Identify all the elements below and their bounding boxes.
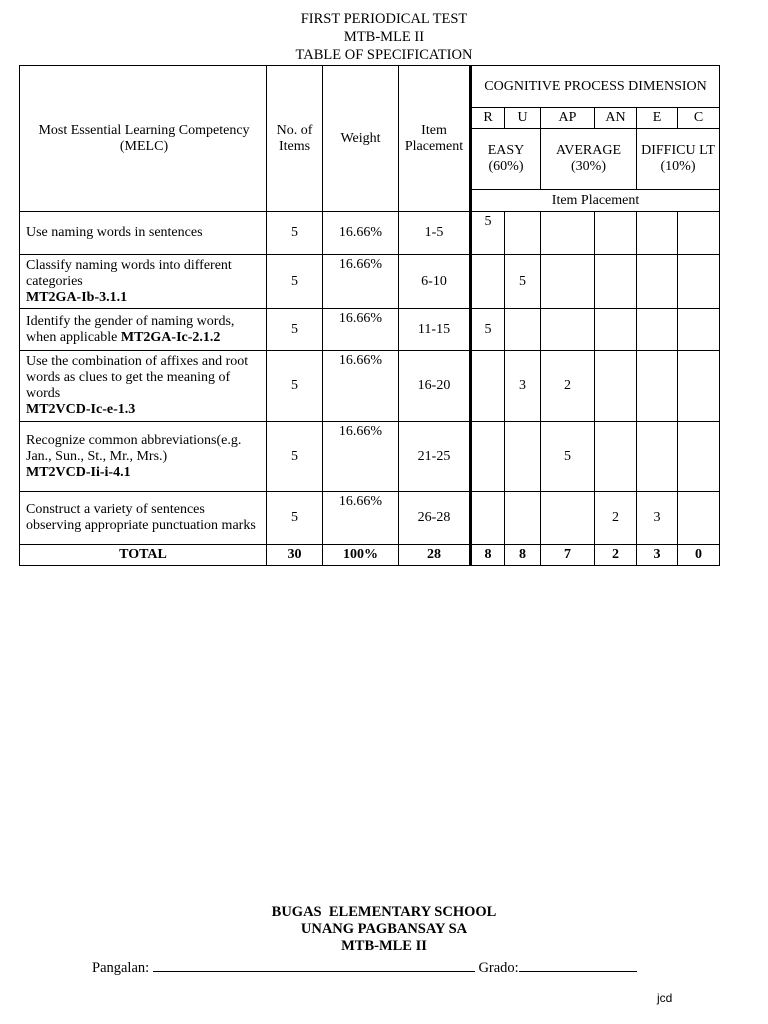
c-cell bbox=[678, 212, 720, 255]
e-cell bbox=[637, 309, 678, 351]
total-row bbox=[20, 545, 720, 566]
an-cell bbox=[595, 309, 637, 351]
total-label: TOTAL bbox=[20, 545, 267, 566]
weight-cell: 16.66% bbox=[323, 309, 399, 351]
header-c: C bbox=[678, 108, 720, 129]
ap-cell bbox=[541, 309, 595, 351]
competency-code: MT2VCD-Ii-i-4.1 bbox=[26, 464, 131, 480]
items-cell: 5 bbox=[267, 309, 323, 351]
weight-cell: 16.66% bbox=[323, 422, 399, 492]
header-item-placement-sub: Item Placement bbox=[471, 190, 720, 212]
e-cell bbox=[637, 422, 678, 492]
table-row bbox=[20, 212, 720, 255]
u-cell bbox=[505, 492, 541, 545]
name-grade-line bbox=[92, 957, 637, 977]
grade-label: Grado: bbox=[478, 960, 519, 976]
table-row bbox=[20, 309, 720, 351]
placement-cell: 16-20 bbox=[399, 351, 471, 422]
placement-cell: 21-25 bbox=[399, 422, 471, 492]
quiz-header bbox=[0, 904, 768, 955]
total-e: 3 bbox=[637, 545, 678, 566]
r-cell: 5 bbox=[471, 309, 505, 351]
c-cell bbox=[678, 492, 720, 545]
subject-title: MTB-MLE II bbox=[343, 29, 425, 45]
ap-cell bbox=[541, 212, 595, 255]
melc-cell: Use the combination of affixes and root words as clues to get the meaning of words MT2VCD-Ic-e-1.3 bbox=[20, 351, 267, 422]
author-initials: jcd bbox=[657, 991, 673, 1005]
header-an: AN bbox=[595, 108, 637, 129]
melc-cell: Recognize common abbreviations(e.g. Jan., Sun., St., Mr., Mrs.) MT2VCD-Ii-i-4.1 bbox=[20, 422, 267, 492]
items-cell: 5 bbox=[267, 255, 323, 309]
total-an: 2 bbox=[595, 545, 637, 566]
e-cell: 3 bbox=[637, 492, 678, 545]
ap-cell bbox=[541, 492, 595, 545]
u-cell bbox=[505, 212, 541, 255]
header-no-items: No. of Items bbox=[267, 66, 323, 212]
weight-cell: 16.66% bbox=[323, 212, 399, 255]
table-title: TABLE OF SPECIFICATION bbox=[295, 47, 473, 63]
placement-cell: 6-10 bbox=[399, 255, 471, 309]
melc-cell: Construct a variety of sentences observing appropriate punctuation marks bbox=[20, 492, 267, 545]
name-blank[interactable] bbox=[153, 957, 475, 972]
items-cell: 5 bbox=[267, 492, 323, 545]
placement-cell: 1-5 bbox=[399, 212, 471, 255]
an-cell bbox=[595, 212, 637, 255]
weight-cell: 16.66% bbox=[323, 492, 399, 545]
r-cell bbox=[471, 255, 505, 309]
header-cognitive-process: COGNITIVE PROCESS DIMENSION bbox=[471, 66, 720, 108]
header-average: AVERAGE (30%) bbox=[541, 129, 637, 190]
u-cell: 5 bbox=[505, 255, 541, 309]
r-cell bbox=[471, 422, 505, 492]
e-cell bbox=[637, 212, 678, 255]
ap-cell: 5 bbox=[541, 422, 595, 492]
header-u: U bbox=[505, 108, 541, 129]
melc-cell: Identify the gender of naming words, when applicable MT2GA-Ic-2.1.2 bbox=[20, 309, 267, 351]
melc-cell: Classify naming words into different categories MT2GA-Ib-3.1.1 bbox=[20, 255, 267, 309]
total-r: 8 bbox=[471, 545, 505, 566]
document-header bbox=[0, 10, 768, 64]
c-cell bbox=[678, 309, 720, 351]
header-melc: Most Essential Learning Competency (MELC) bbox=[20, 66, 267, 212]
items-cell: 5 bbox=[267, 351, 323, 422]
placement-cell: 11-15 bbox=[399, 309, 471, 351]
quiz-subject: MTB-MLE II bbox=[341, 938, 427, 954]
name-label: Pangalan: bbox=[92, 960, 150, 976]
r-cell bbox=[471, 492, 505, 545]
header-difficult: DIFFICU LT (10%) bbox=[637, 129, 720, 190]
total-placement: 28 bbox=[399, 545, 471, 566]
c-cell bbox=[678, 422, 720, 492]
c-cell bbox=[678, 351, 720, 422]
ap-cell: 2 bbox=[541, 351, 595, 422]
r-cell bbox=[471, 351, 505, 422]
an-cell bbox=[595, 255, 637, 309]
c-cell bbox=[678, 255, 720, 309]
an-cell bbox=[595, 422, 637, 492]
weight-cell: 16.66% bbox=[323, 255, 399, 309]
header-ap: AP bbox=[541, 108, 595, 129]
school-name: BUGAS ELEMENTARY SCHOOL bbox=[271, 904, 497, 920]
u-cell: 3 bbox=[505, 351, 541, 422]
weight-cell: 16.66% bbox=[323, 351, 399, 422]
header-e: E bbox=[637, 108, 678, 129]
test-title: FIRST PERIODICAL TEST bbox=[300, 11, 468, 27]
placement-cell: 26-28 bbox=[399, 492, 471, 545]
table-row bbox=[20, 351, 720, 422]
header-item-placement: Item Placement bbox=[399, 66, 471, 212]
header-weight: Weight bbox=[323, 66, 399, 212]
total-items: 30 bbox=[267, 545, 323, 566]
melc-cell: Use naming words in sentences bbox=[20, 212, 267, 255]
r-cell: 5 bbox=[471, 212, 505, 255]
u-cell bbox=[505, 422, 541, 492]
an-cell bbox=[595, 351, 637, 422]
quiz-title: UNANG PAGBANSAY SA bbox=[300, 921, 468, 937]
grade-blank[interactable] bbox=[519, 957, 637, 972]
total-u: 8 bbox=[505, 545, 541, 566]
table-of-specification bbox=[19, 65, 720, 566]
competency-code: MT2GA-Ib-3.1.1 bbox=[26, 289, 128, 305]
header-r: R bbox=[471, 108, 505, 129]
items-cell: 5 bbox=[267, 212, 323, 255]
table-row bbox=[20, 492, 720, 545]
total-ap: 7 bbox=[541, 545, 595, 566]
total-weight: 100% bbox=[323, 545, 399, 566]
items-cell: 5 bbox=[267, 422, 323, 492]
competency-code: MT2VCD-Ic-e-1.3 bbox=[26, 402, 136, 417]
an-cell: 2 bbox=[595, 492, 637, 545]
header-easy: EASY (60%) bbox=[471, 129, 541, 190]
e-cell bbox=[637, 351, 678, 422]
table-row bbox=[20, 255, 720, 309]
e-cell bbox=[637, 255, 678, 309]
ap-cell bbox=[541, 255, 595, 309]
u-cell bbox=[505, 309, 541, 351]
table-row bbox=[20, 422, 720, 492]
competency-code: MT2GA-Ic-2.1.2 bbox=[120, 329, 221, 345]
total-c: 0 bbox=[678, 545, 720, 566]
